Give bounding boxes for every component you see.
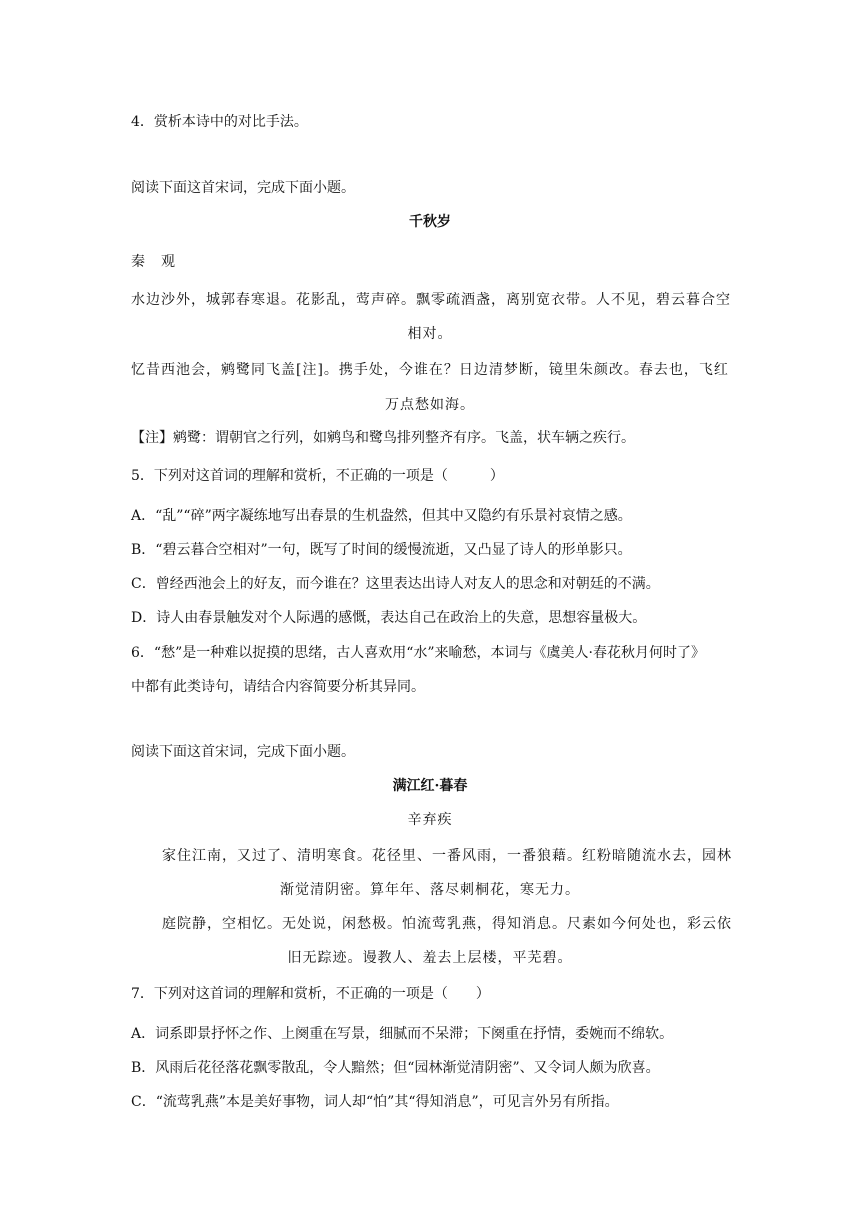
question-5: 5．下列对这首词的理解和赏析，不正确的一项是（ ） (131, 468, 504, 484)
question-6-line-1: 6．“愁”是一种难以捉摸的思绪，古人喜欢用“水”来喻愁，本词与《虞美人·春花秋月何时了》 (131, 645, 705, 661)
q7-option-a: A．词系即景抒怀之作、上阕重在写景，细腻而不呆滞；下阕重在抒情，委婉而不绵软。 (131, 1026, 674, 1042)
question-4: 4．赏析本诗中的对比手法。 (131, 114, 308, 130)
poem-2-line-1: 家住江南，又过了、清明寒食。花径里、一番风雨，一番狼藉。红粉暗随流水去，园林 (162, 848, 732, 864)
poem-2-line-2b: 旧无踪迹。谩教人、羞去上层楼，平芜碧。 (287, 950, 573, 966)
q7-option-c: C．“流莺乳燕”本是美好事物，词人却“怕”其“得知消息”，可见言外另有所指。 (131, 1094, 619, 1110)
note-text: 鹓鹭：谓朝官之行列，如鹓鸟和鹭鸟排列整齐有序。飞盖，状车辆之疾行。 (173, 430, 635, 446)
q5-option-d: D．诗人由春景触发对个人际遇的感慨，表达自己在政治上的失意，思想容量极大。 (131, 610, 647, 626)
poem-1-author: 秦 观 (131, 254, 176, 270)
poem-2-line-1b: 渐觉清阴密。算年年、落尽刺桐花，寒无力。 (280, 882, 580, 898)
poem-2-author: 辛弃疾 (407, 812, 453, 828)
q5-option-a: A．“乱”“碎”两字凝练地写出春景的生机盎然，但其中又隐约有乐景衬哀情之感。 (131, 508, 632, 524)
poem-1-title: 千秋岁 (409, 214, 451, 230)
poem-2-title: 满江红·暮春 (392, 778, 468, 794)
poem-1-line-1: 水边沙外，城郭春寒退。花影乱，莺声碎。飘零疏酒盏，离别宽衣带。人不见，碧云暮合空 (131, 292, 731, 308)
poem-1-line-1b: 相对。 (407, 326, 453, 342)
poem-1-note (131, 428, 635, 448)
question-7: 7．下列对这首词的理解和赏析，不正确的一项是（ ） (131, 986, 490, 1002)
poem-1-line-2: 忆昔西池会，鹓鹭同飞盖[注]。携手处，今谁在？日边清梦断，镜里朱颜改。春去也，飞红 (131, 362, 729, 378)
q5-option-b: B．“碧云暮合空相对”一句，既写了时间的缓慢流逝，又凸显了诗人的形单影只。 (131, 542, 632, 558)
question-6-line-2: 中都有此类诗句，请结合内容简要分析其异同。 (131, 679, 425, 695)
q5-option-c: C．曾经西池会上的好友，而今谁在？这里表达出诗人对友人的思念和对朝廷的不满。 (131, 576, 660, 592)
section-2-intro: 阅读下面这首宋词，完成下面小题。 (131, 180, 355, 196)
poem-1-line-2b: 万点愁如海。 (385, 397, 475, 413)
q7-option-b: B．风雨后花径落花飘零散乱，令人黯然；但“园林渐觉清阴密”、又令词人颇为欣喜。 (131, 1060, 660, 1076)
poem-2-line-2: 庭院静，空相忆。无处说，闲愁极。怕流莺乳燕，得知消息。尺素如今何处也，彩云依 (162, 916, 732, 932)
note-label: 【注】 (131, 430, 173, 446)
section-3-intro: 阅读下面这首宋词，完成下面小题。 (131, 744, 355, 760)
